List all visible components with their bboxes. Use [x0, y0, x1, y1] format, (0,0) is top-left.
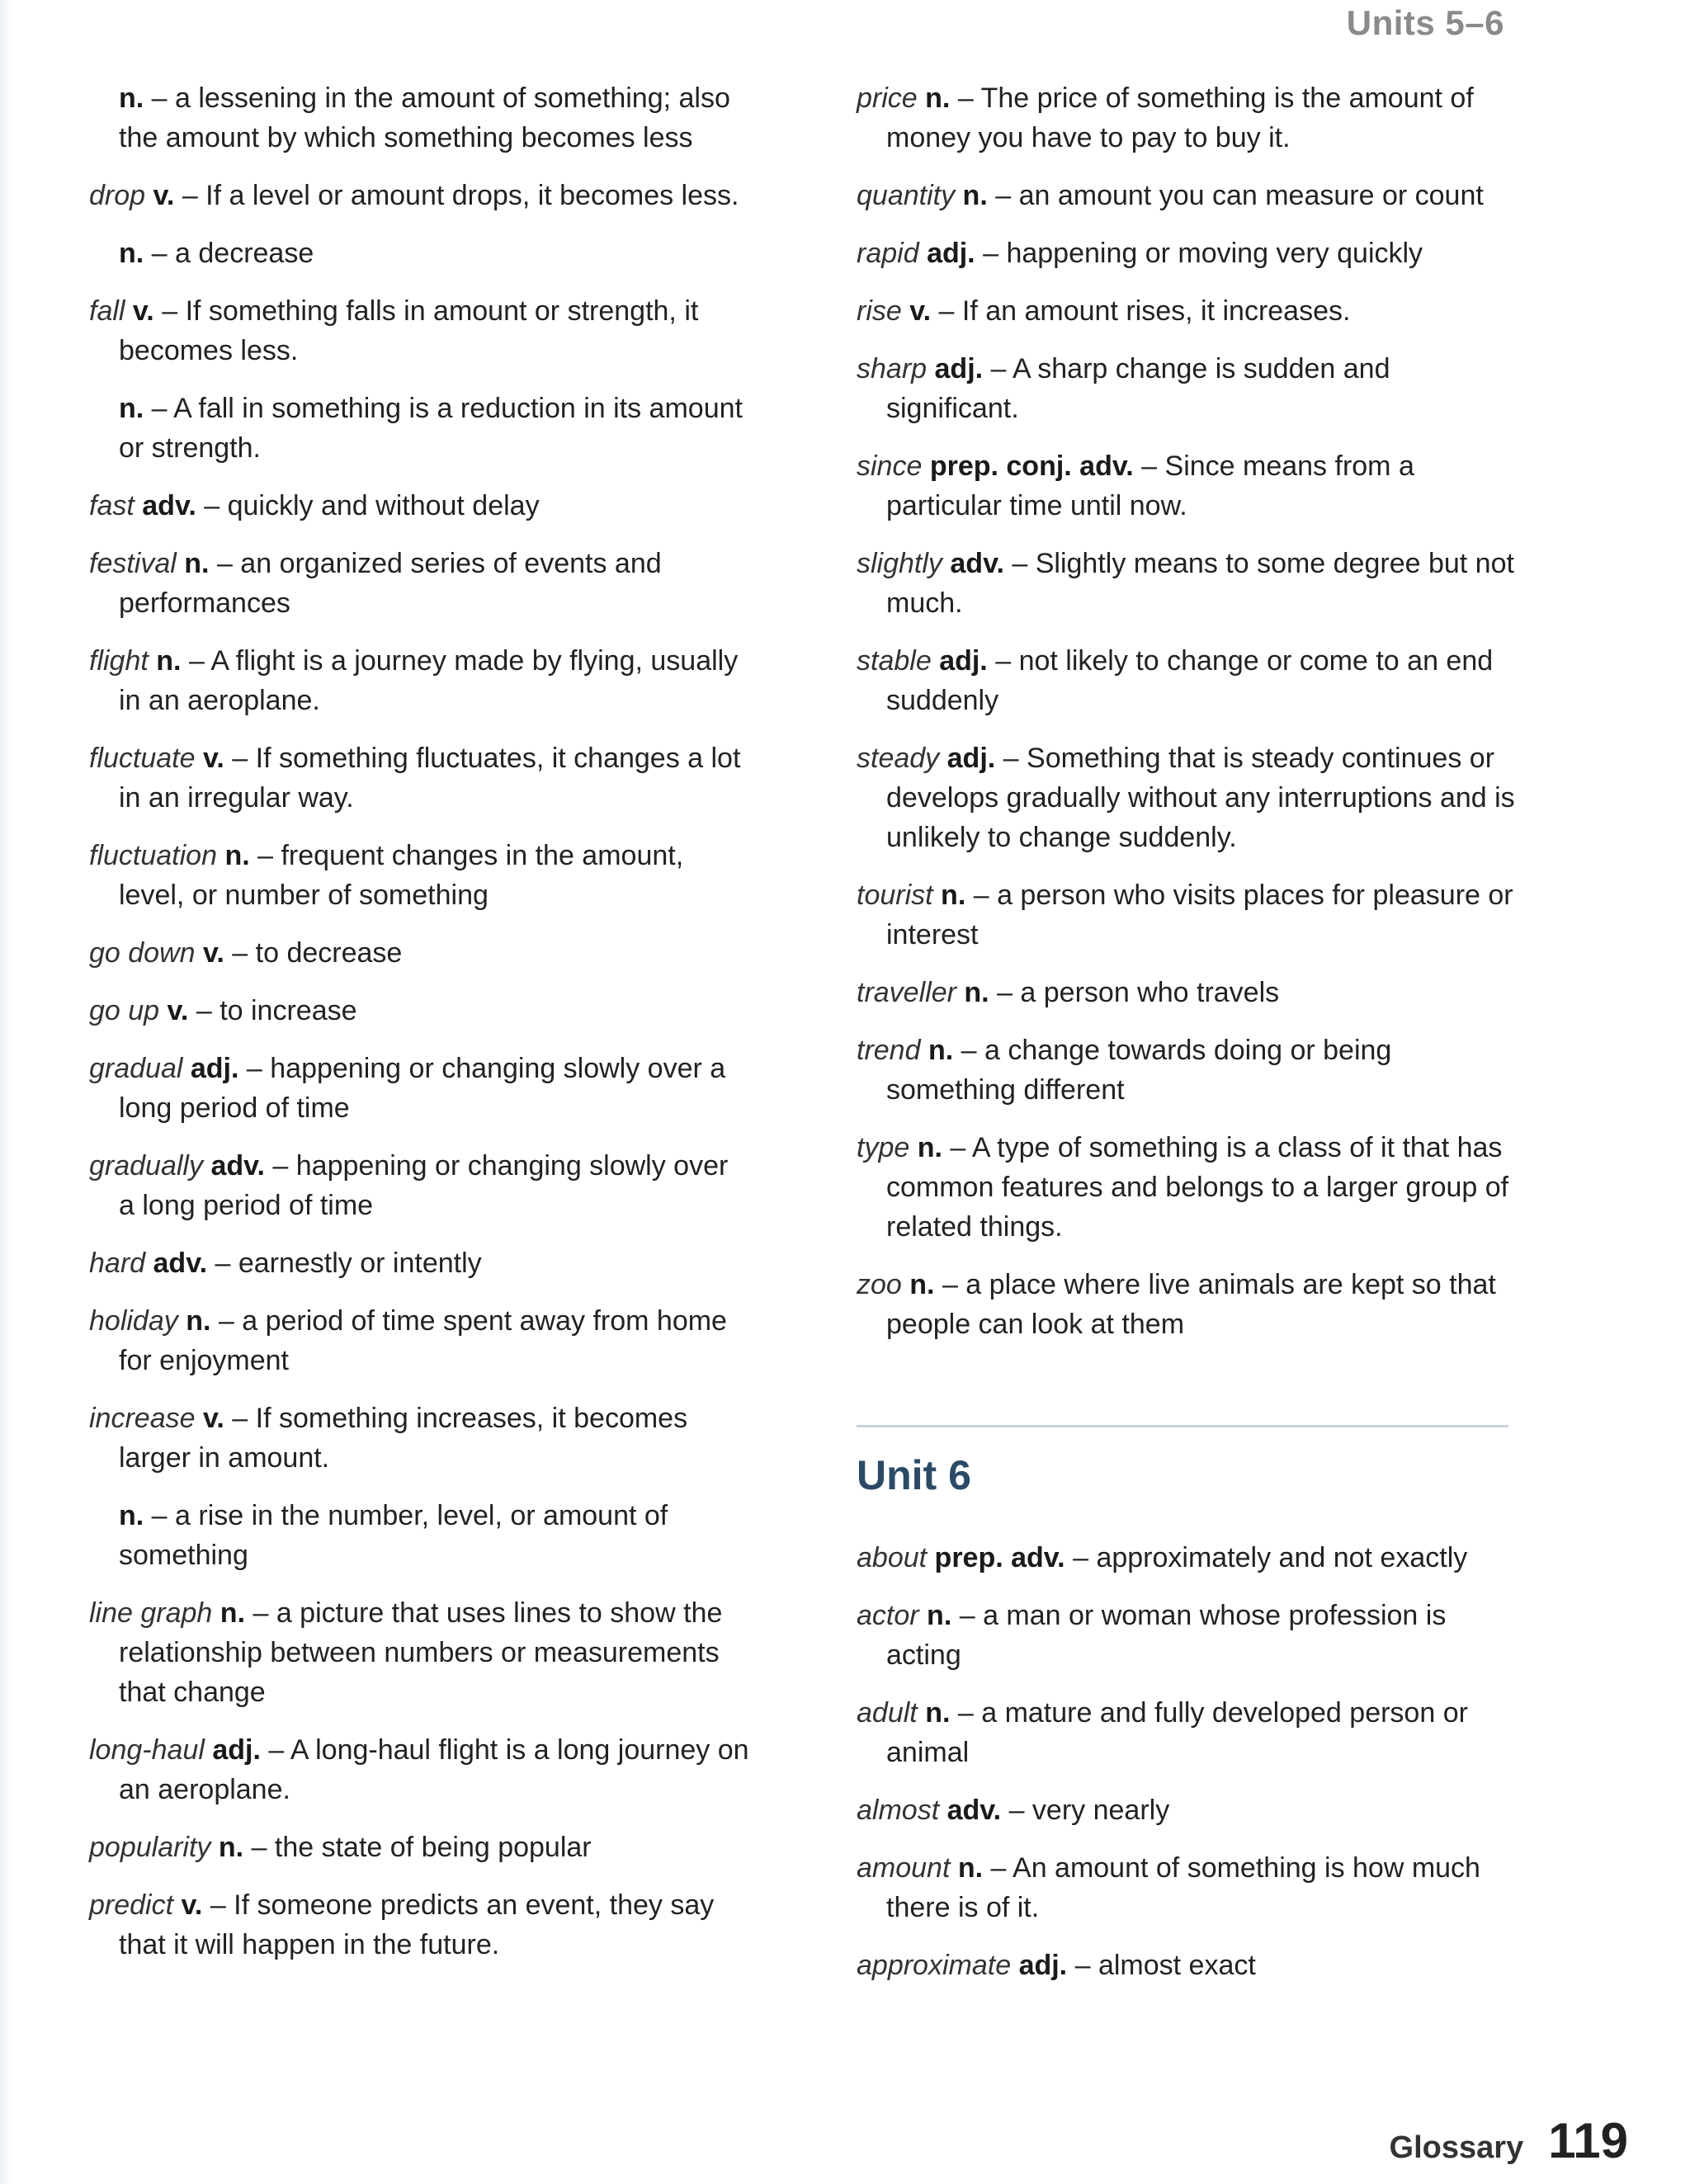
- part-of-speech: n.: [928, 1035, 954, 1066]
- left-entry-list: [89, 78, 749, 1965]
- part-of-speech: n.: [927, 1600, 952, 1631]
- part-of-speech: v.: [202, 1403, 224, 1434]
- part-of-speech: v.: [909, 295, 932, 327]
- entry-term: zoo: [857, 1269, 902, 1300]
- entry-definition: – Since means from a particular time until now.: [886, 450, 1414, 521]
- entry-definition: – Something that is steady continues or develops gradually without any interruptions and is unlikely to change suddenly.: [886, 743, 1515, 853]
- part-of-speech: v.: [132, 295, 154, 327]
- part-of-speech: adj.: [927, 238, 975, 269]
- part-of-speech: v.: [153, 180, 175, 211]
- entry-term: predict: [89, 1889, 174, 1921]
- page-edge-shadow: [0, 0, 12, 2184]
- glossary-entry: [857, 544, 1517, 623]
- part-of-speech: n.: [119, 393, 144, 424]
- entry-definition: – very nearly: [1008, 1795, 1170, 1826]
- entry-term: long-haul: [89, 1734, 205, 1766]
- entry-term: type: [857, 1132, 910, 1163]
- entry-definition: – An amount of something is how much there is of it.: [886, 1852, 1480, 1923]
- part-of-speech: n.: [917, 1132, 942, 1163]
- part-of-speech: n.: [119, 1500, 144, 1531]
- entry-term: holiday: [89, 1305, 178, 1337]
- part-of-speech: v.: [181, 1889, 203, 1921]
- entry-term: line graph: [89, 1597, 213, 1629]
- part-of-speech: adj.: [212, 1734, 261, 1766]
- entry-definition: – approximately and not exactly: [1073, 1542, 1468, 1573]
- entry-definition: – A sharp change is sudden and significant.: [886, 353, 1390, 424]
- entry-term: adult: [857, 1697, 918, 1729]
- entry-term: festival: [89, 548, 177, 579]
- entry-definition: – happening or moving very quickly: [983, 238, 1423, 269]
- glossary-entry: [89, 933, 749, 973]
- part-of-speech: n.: [119, 83, 144, 114]
- entry-definition: – a period of time spent away from home for enjoyment: [119, 1305, 727, 1376]
- part-of-speech: adv.: [946, 1795, 1002, 1826]
- part-of-speech: adv.: [210, 1150, 265, 1182]
- part-of-speech: v.: [203, 937, 224, 969]
- glossary-entry: [857, 973, 1517, 1012]
- entry-definition: – A type of something is a class of it that has common features and belongs to a larger group of related things.: [886, 1132, 1509, 1243]
- entry-definition: – a man or woman whose profession is acting: [886, 1600, 1447, 1671]
- entry-definition: – If a level or amount drops, it becomes less.: [182, 180, 739, 211]
- entry-term: almost: [857, 1795, 940, 1826]
- entry-definition: – a picture that uses lines to show the relationship between numbers or measurements that change: [119, 1597, 723, 1708]
- glossary-entry: [857, 1128, 1517, 1247]
- glossary-entry: [857, 1538, 1517, 1578]
- glossary-entry: [857, 1031, 1517, 1110]
- entry-term: fluctuation: [89, 840, 217, 871]
- part-of-speech: n.: [925, 1697, 951, 1729]
- glossary-entry: [89, 78, 749, 158]
- part-of-speech: adj.: [1018, 1950, 1068, 1981]
- part-of-speech: n.: [941, 880, 966, 911]
- entry-definition: – If something increases, it becomes larger in amount.: [119, 1403, 688, 1474]
- part-of-speech: n.: [962, 180, 988, 211]
- page-number: 119: [1548, 2113, 1628, 2168]
- glossary-entry: [89, 1593, 749, 1712]
- glossary-entry: [89, 176, 749, 215]
- entry-term: go up: [89, 995, 160, 1026]
- glossary-entry: [89, 544, 749, 623]
- glossary-entry: [89, 641, 749, 720]
- entry-term: fall: [89, 295, 125, 327]
- glossary-entry: [89, 1243, 749, 1283]
- part-of-speech: n.: [925, 83, 951, 114]
- entry-term: hard: [89, 1248, 146, 1279]
- glossary-entry: [857, 641, 1517, 720]
- entry-definition: – If someone predicts an event, they say that it will happen in the future.: [119, 1889, 715, 1960]
- glossary-entry: [89, 1730, 749, 1809]
- entry-definition: – almost exact: [1074, 1950, 1256, 1981]
- glossary-entry: [857, 446, 1517, 526]
- entry-definition: – a decrease: [151, 238, 314, 269]
- glossary-entry: [857, 233, 1517, 273]
- entry-term: rise: [857, 295, 902, 327]
- unit6-entry-list: [857, 1538, 1517, 1985]
- glossary-entry: [857, 1596, 1517, 1675]
- entry-definition: – a rise in the number, level, or amount of something: [119, 1500, 668, 1571]
- entry-definition: – to decrease: [232, 937, 403, 969]
- entry-term: tourist: [857, 880, 933, 911]
- part-of-speech: n.: [909, 1269, 935, 1300]
- glossary-entry: [89, 836, 749, 915]
- entry-definition: – a place where live animals are kept so that people can look at them: [886, 1269, 1496, 1340]
- entry-definition: – an organized series of events and performances: [119, 548, 662, 619]
- part-of-speech: adv.: [950, 548, 1004, 579]
- glossary-entry: [857, 875, 1517, 955]
- running-header: Units 5–6: [1346, 3, 1504, 42]
- glossary-entry: [89, 1828, 749, 1867]
- glossary-entry: [857, 1265, 1517, 1344]
- entry-term: approximate: [857, 1950, 1012, 1981]
- glossary-right-column: [857, 78, 1517, 2003]
- glossary-entry: [857, 1848, 1517, 1927]
- part-of-speech: n.: [218, 1832, 244, 1863]
- entry-definition: – frequent changes in the amount, level, or number of something: [119, 840, 684, 911]
- part-of-speech: adj.: [190, 1053, 239, 1084]
- part-of-speech: n.: [186, 1305, 211, 1337]
- glossary-entry: [857, 176, 1517, 215]
- entry-term: rapid: [857, 238, 919, 269]
- glossary-entry: [857, 738, 1517, 857]
- part-of-speech: adv.: [153, 1248, 208, 1279]
- entry-definition: – happening or changing slowly over a long period of time: [119, 1053, 726, 1124]
- part-of-speech: n.: [957, 1852, 984, 1884]
- entry-term: price: [857, 83, 918, 114]
- entry-term: slightly: [857, 548, 942, 579]
- glossary-entry: [89, 389, 749, 468]
- glossary-entry: [89, 1885, 749, 1965]
- glossary-entry: [89, 486, 749, 526]
- entry-definition: – A fall in something is a reduction in its amount or strength.: [119, 393, 743, 464]
- entry-definition: – the state of being popular: [251, 1832, 592, 1863]
- entry-definition: – If an amount rises, it increases.: [938, 295, 1351, 327]
- entry-term: sharp: [857, 353, 928, 384]
- part-of-speech: prep. adv.: [934, 1542, 1065, 1573]
- page-footer: [1390, 2112, 1628, 2169]
- entry-term: about: [857, 1542, 928, 1573]
- entry-definition: – happening or changing slowly over a long period of time: [119, 1150, 729, 1221]
- part-of-speech: adj.: [946, 743, 996, 774]
- glossary-entry: [857, 1790, 1517, 1830]
- entry-definition: – a person who visits places for pleasure or interest: [886, 880, 1513, 950]
- glossary-entry: [89, 1049, 749, 1128]
- entry-definition: – a mature and fully developed person or animal: [886, 1697, 1468, 1768]
- entry-definition: – A flight is a journey made by flying, usually in an aeroplane.: [119, 645, 739, 716]
- entry-term: quantity: [857, 180, 956, 211]
- entry-definition: – earnestly or intently: [215, 1248, 482, 1279]
- entry-definition: – a change towards doing or being something different: [886, 1035, 1392, 1106]
- entry-term: traveller: [857, 977, 956, 1008]
- glossary-entry: [89, 233, 749, 273]
- glossary-entry: [857, 291, 1517, 331]
- glossary-entry: [89, 1496, 749, 1575]
- entry-definition: – The price of something is the amount of money you have to pay to buy it.: [886, 83, 1474, 153]
- entry-term: stable: [857, 645, 932, 677]
- glossary-entry: [89, 1399, 749, 1478]
- glossary-entry: [857, 78, 1517, 158]
- part-of-speech: n.: [156, 645, 182, 677]
- unit-heading: Unit 6: [857, 1452, 971, 1498]
- entry-definition: – quickly and without delay: [204, 490, 540, 521]
- glossary-entry: [89, 291, 749, 370]
- part-of-speech: adj.: [939, 645, 988, 677]
- part-of-speech: v.: [202, 743, 224, 774]
- right-entry-list: [857, 78, 1517, 1344]
- entry-definition: – not likely to change or come to an end suddenly: [886, 645, 1494, 716]
- entry-term: since: [857, 450, 923, 482]
- entry-term: drop: [89, 180, 146, 211]
- entry-term: trend: [857, 1035, 921, 1066]
- entry-term: increase: [89, 1403, 196, 1434]
- entry-definition: – an amount you can measure or count: [995, 180, 1484, 211]
- part-of-speech: n.: [224, 840, 250, 871]
- part-of-speech: n.: [220, 1597, 246, 1629]
- glossary-left-column: [89, 78, 749, 1983]
- entry-term: gradual: [89, 1053, 183, 1084]
- part-of-speech: n.: [119, 238, 144, 269]
- glossary-entry: [89, 738, 749, 818]
- entry-term: go down: [89, 937, 196, 969]
- entry-term: flight: [89, 645, 149, 677]
- entry-term: steady: [857, 743, 940, 774]
- part-of-speech: n.: [964, 977, 989, 1008]
- part-of-speech: n.: [184, 548, 210, 579]
- entry-term: gradually: [89, 1150, 203, 1182]
- glossary-entry: [857, 1693, 1517, 1772]
- footer-label: Glossary: [1389, 2130, 1524, 2165]
- entry-term: popularity: [89, 1832, 211, 1863]
- glossary-entry: [89, 1301, 749, 1380]
- entry-term: actor: [857, 1600, 919, 1631]
- glossary-entry: [857, 1946, 1517, 1985]
- entry-definition: – If something falls in amount or strength, it becomes less.: [119, 295, 699, 366]
- entry-definition: – If something fluctuates, it changes a lot in an irregular way.: [119, 743, 741, 814]
- entry-term: fast: [89, 490, 135, 521]
- part-of-speech: prep. conj. adv.: [929, 450, 1134, 482]
- entry-definition: – a person who travels: [997, 977, 1280, 1008]
- entry-definition: – a lessening in the amount of something; also the amount by which something becomes less: [119, 83, 730, 153]
- glossary-entry: [89, 1146, 749, 1225]
- entry-term: fluctuate: [89, 743, 196, 774]
- part-of-speech: adj.: [934, 353, 984, 384]
- part-of-speech: v.: [167, 995, 189, 1026]
- glossary-entry: [89, 991, 749, 1031]
- entry-term: amount: [857, 1852, 951, 1884]
- entry-definition: – to increase: [196, 995, 357, 1026]
- section-divider: [857, 1425, 1508, 1427]
- glossary-entry: [857, 349, 1517, 428]
- part-of-speech: adv.: [142, 490, 196, 521]
- entry-definition: – A long-haul flight is a long journey on an aeroplane.: [119, 1734, 749, 1805]
- entry-definition: – Slightly means to some degree but not much.: [886, 548, 1514, 619]
